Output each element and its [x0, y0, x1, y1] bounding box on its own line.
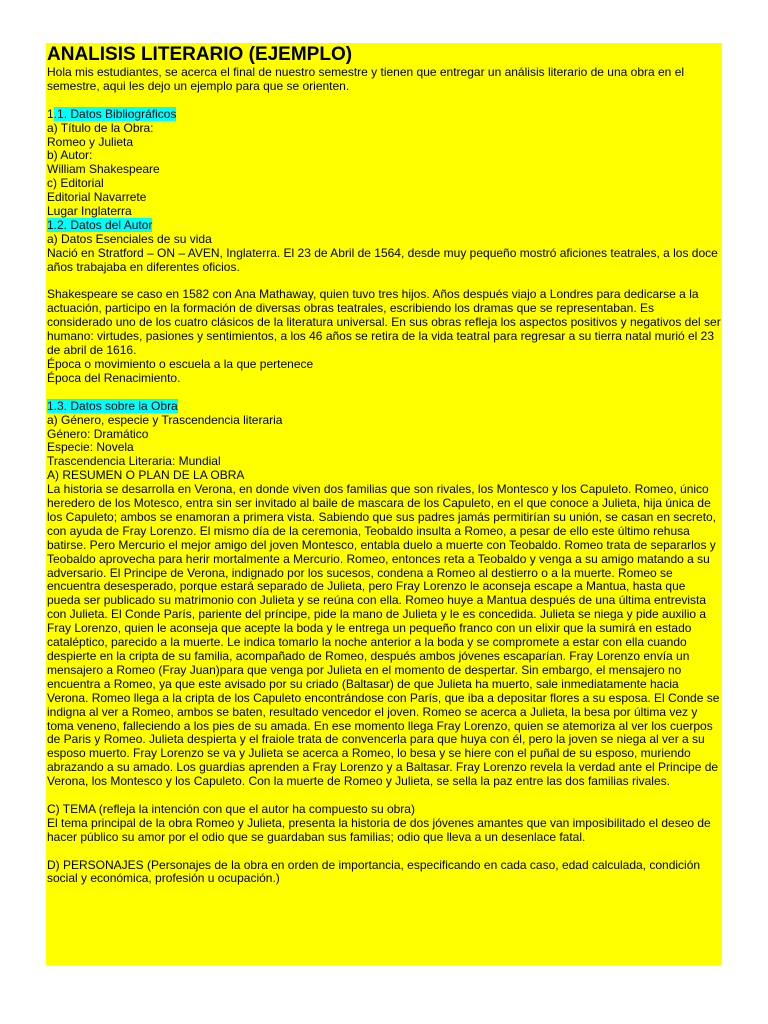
work-line: A) RESUMEN O PLAN DE LA OBRA [47, 468, 245, 483]
intro-paragraph: Hola mis estudiantes, se acerca el final de nuestro semestre y tienen que entregar un análisis literario de una obra en el semestre, aqui les dejo un ejemplo para que se orienten. [47, 65, 685, 93]
highlighted-heading: 1.3. Datos sobre la Obra [47, 398, 178, 413]
blank-line [47, 386, 722, 400]
section-number-prefix: 1 [47, 106, 54, 121]
document-title: ANALISIS LITERARIO (EJEMPLO) [47, 44, 353, 65]
section-bibliographic-heading [47, 108, 722, 122]
characters-paragraph: D) PERSONAJES (Personajes de la obra en orden de importancia, especificando en cada caso, edad calculada, condición social y económica, profesión u ocupación.) [47, 857, 701, 886]
blank-line [47, 845, 722, 859]
blank-line [47, 789, 722, 803]
bibliographic-line: a) Título de la Obra: [47, 120, 154, 135]
theme-heading: C) TEMA (refleja la intención con que el autor ha compuesto su obra) [47, 801, 415, 816]
section-work-heading [47, 400, 722, 414]
author-life-paragraph: Shakespeare se caso en 1582 con Ana Mathaway, quien tuvo tres hijos. Años después viajo a Londres para dedicarse a la actuación, participo en la formación de diversas obras teatrales, escribiendo los dramas que se representaban. Es considerado uno de los cuatro clásicos de la literatura universal. En sus obras refleja los aspectos positivos y negativos del ser humano: virtudes, pasiones y sentimientos, a los 46 años se retira de la vida teatral para regresar a su tierra natal murió el 23 de abril de 1616. [47, 287, 721, 358]
bibliographic-line: Romeo y Julieta [47, 134, 134, 149]
bibliographic-line: William Shakespeare [47, 162, 160, 177]
highlighted-heading: 1.2. Datos del Autor [47, 217, 153, 232]
author-period-line: Época o movimiento o escuela a la que pertenece [47, 357, 314, 371]
bibliographic-line: Editorial Navarrete [47, 190, 147, 205]
summary-paragraph: La historia se desarrolla en Verona, en donde viven dos familias que son rivales, los Montesco y los Capuleto. Romeo, único heredero de los Motesco, entra sin ser invitado al baile de mascara de los Capuleto, en el que conoce a Julieta, hija única de los Capuleto; ambos se enamoran a primera vista. Sabiendo que sus padres jamás permitirían su unión, se casan en secreto, con ayuda de Fray Lorenzo. El mismo día de la ceremonia, Teobaldo insulta a Romeo, a pesar de ello este último rehusa batirse. Pero Mercurio el mejor amigo del joven Montesco, entabla duelo a muerte con Teobaldo. Romeo trata de separarlos y Teobaldo aprovecha para herir mortalmente a Mercurio. Romeo, entonces reta a Teobaldo y venga a su amigo matando a su adversario. El Principe de Verona, indignado por los sucesos, condena a Romeo al destierro o a la muerte. Romeo se encuentra desesperado, porque estará separado de Julieta, pero Fray Lorenzo le aconseja escape a Mantua, hasta que pueda ser publicado su matrimonio con Julieta y se reúna con ella. Romeo huye a Mantua después de una última entrevista con Julieta. El Conde París, pariente del príncipe, pide la mano de Julieta y le es concedida. Julieta se niega y pide auxilio a Fray Lorenzo, quien le aconseja que acepte la boda y le entrega un pequeño franco con un elixir que la sumirá en estado cataléptico, parecido a la muerte. Le indica tomarlo la noche anterior a la boda y se compromete a estar con ella cuando despierte en la cripta de su familia, acompañado de Romeo, después ambos jóvenes escaparían. Fray Lorenzo envía un mensajero a Romeo (Fray Juan)para que venga por Julieta en el momento de despertar. Sin embargo, el mensajero no encuentra a Romeo, ya que este avisado por su criado (Baltasar) de que Julieta ha muerto, sale inmediatamente hacia Verona. Romeo llega a la cripta de los Capuleto encontrándose con París, que iba a depositar flores a su esposa. El Conde se indigna al ver a Romeo, ambos se baten, resultado vencedor el joven. Romeo se acerca a Julieta, la besa por última vez y toma veneno, falleciendo a los pies de su amada. En ese momento llega Fray Lorenzo, quien se atemoriza al ver los cuerpos de Paris y Romeo. Julieta despierta y el fraiole trata de convencerla para que huya con él, pero la joven se niega al ver a su esposo muerto. Fray Lorenzo se va y Julieta se acerca a Romeo, lo besa y se hiere con el puñal de su esposo, muriendo abrazando a su amado. Los guardias aprenden a Fray Lorenzo y a Baltasar. Fray Lorenzo revela la verdad ante el Principe de Verona, los Montesco y los Capuleto. Con la muerte de Romeo y Julieta, se sella la paz entre las dos familias rivales. [47, 482, 720, 789]
theme-paragraph: El tema principal de la obra Romeo y Julieta, presenta la historia de dos jóvenes amantes que van imposibilitado el deseo de hacer público su amor por el odio que se guardaban sus familias; odio que lleva a un desenlace fatal. [47, 815, 711, 844]
bibliographic-line: Lugar Inglaterra [47, 204, 132, 219]
bibliographic-line: c) Editorial [47, 176, 104, 191]
work-line: a) Género, especie y Trascendencia literaria [47, 412, 283, 427]
work-line: Trascendencia Literaria: Mundial [47, 454, 221, 469]
work-line: Género: Dramático [47, 426, 149, 441]
document-page [46, 43, 722, 965]
blank-line [47, 94, 722, 108]
bibliographic-line: b) Autor: [47, 148, 93, 163]
document-content [46, 43, 722, 886]
author-period-line: Época del Renacimiento. [47, 370, 181, 385]
highlighted-heading: .1. Datos Bibliográficos [53, 106, 177, 121]
blank-line [47, 275, 722, 289]
section-author-heading [47, 219, 722, 233]
author-subheading: a) Datos Esenciales de su vida [47, 231, 212, 246]
author-birth-paragraph: Nació en Stratford – ON – AVEN, Inglaterra. El 23 de Abril de 1564, desde muy pequeño mostró aficiones teatrales, a los doce años trabajaba en diferentes oficios. [47, 245, 718, 274]
work-line: Especie: Novela [47, 440, 134, 455]
